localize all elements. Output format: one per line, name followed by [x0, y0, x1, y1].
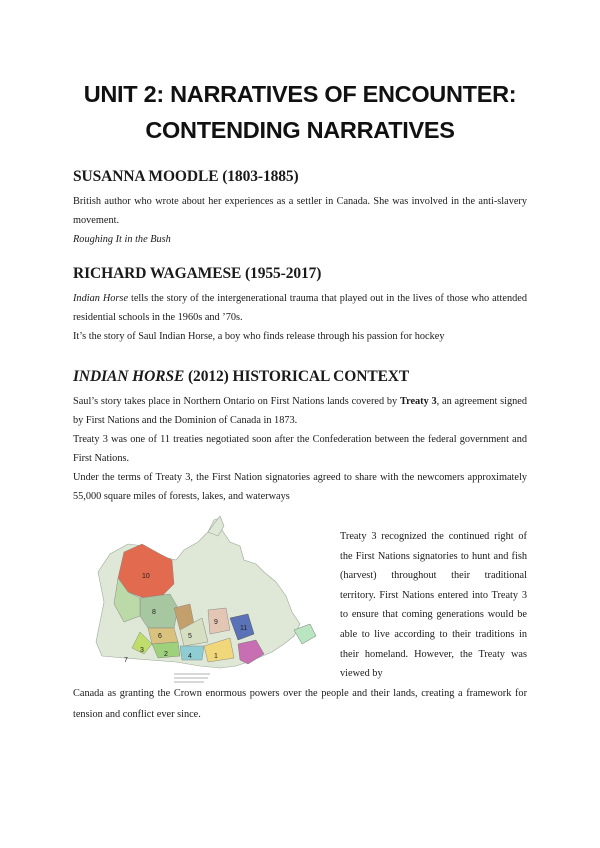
section-historical-context: [73, 368, 527, 506]
section-richard-wagamese: [73, 265, 527, 346]
title-line-1: UNIT 2: NARRATIVES OF ENCOUNTER:: [83, 81, 517, 107]
heading-richard-wagamese: RICHARD WAGAMESE (1955-2017): [73, 265, 322, 282]
map-label-3: 3: [140, 647, 144, 654]
treaty-3-bold: Treaty 3: [399, 396, 437, 407]
context-p1-a: Saul’s story takes place in Northern Ontario on First Nations lands covered by: [73, 396, 400, 407]
wagamese-book-title: Indian Horse: [73, 293, 129, 304]
wagamese-body-1: [73, 289, 527, 327]
context-paragraph-1: [73, 392, 527, 430]
wagamese-body-1-text: tells the story of the intergenerational trauma that played out in the lives of those who attended residential schools in the 1960s and ’70s.: [73, 293, 527, 323]
map-label-7: 7: [124, 657, 128, 664]
treaty-map-figure: [80, 512, 332, 704]
map-side-text: [340, 527, 527, 684]
map-region-6: [148, 628, 178, 644]
tail-paragraph: Canada as granting the Crown enormous powers over the people and their lands, creating a framework for tension and conflict ever since.: [73, 688, 527, 720]
side-paragraph: Treaty 3 recognized the continued right of the First Nations signatories to hunt and fish (harvest) throughout their traditional territory. First Nations entered into Treaty 3 to ensure that coming generations would be able to live according to their traditions in their homeland. However, the Treaty was viewed by: [340, 531, 527, 680]
moodle-body: British author who wrote about her experiences as a settler in Canada. She was involved in the anti-slavery movement.: [73, 196, 527, 226]
heading-rest: (2012) HISTORICAL CONTEXT: [184, 368, 410, 385]
moodle-book-title: Roughing It in the Bush: [73, 234, 171, 245]
map-label-9: 9: [214, 619, 218, 626]
map-legend: [174, 674, 210, 682]
map-label-5: 5: [188, 633, 192, 640]
map-label-6: 6: [158, 633, 162, 640]
context-paragraph-2: Treaty 3 was one of 11 treaties negotiated soon after the Confederation between the federal government and First Nations.: [73, 434, 527, 464]
map-label-8: 8: [152, 609, 156, 616]
map-region-4: [180, 646, 204, 660]
page-title: [40, 76, 560, 148]
map-label-2: 2: [164, 651, 168, 658]
map-region-8: [140, 594, 178, 628]
context-tail: [73, 683, 527, 725]
heading-susanna-moodle: SUSANNA MOODLE (1803-1885): [73, 168, 299, 185]
map-label-1: 1: [214, 653, 218, 660]
map-label-4: 4: [188, 653, 192, 660]
heading-book-title: INDIAN HORSE: [73, 368, 185, 385]
context-paragraph-3: Under the terms of Treaty 3, the First Nation signatories agreed to share with the newcomers approximately 55,000 square miles of forests, lakes, and waterways: [73, 472, 527, 502]
title-line-2: CONTENDING NARRATIVES: [145, 117, 455, 143]
map-label-10: 10: [142, 573, 150, 580]
map-label-11: 11: [240, 625, 248, 632]
context-p1-b: , an agreement signed by First Nations and the Dominion of Canada in 1873.: [73, 396, 527, 426]
map-region-9: [208, 608, 230, 634]
wagamese-body-2: It’s the story of Saul Indian Horse, a boy who finds release through his passion for hockey: [73, 331, 445, 342]
section-susanna-moodle: [73, 168, 527, 249]
heading-historical-context: [73, 368, 527, 386]
